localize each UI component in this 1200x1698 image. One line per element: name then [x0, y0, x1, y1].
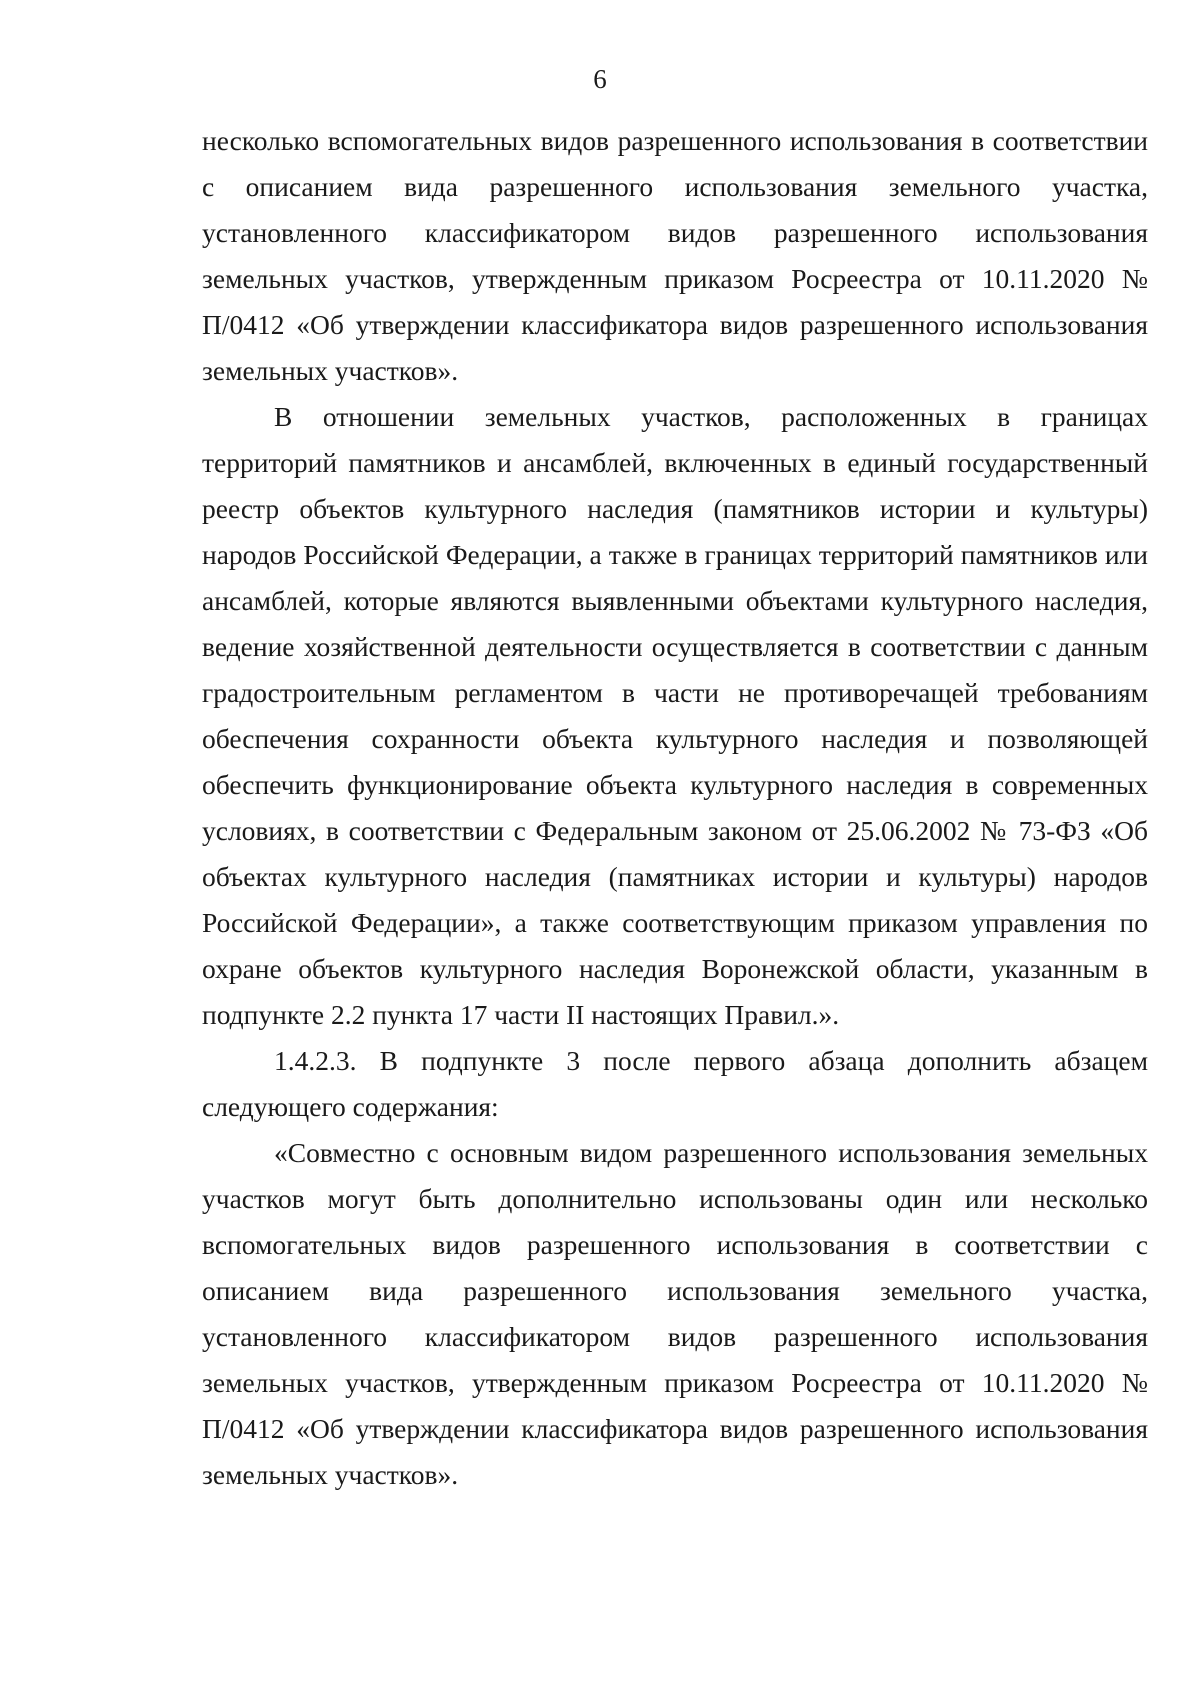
paragraph-inserted-text: «Совместно с основным видом разрешенного использования земельных участков могут быть дополнительно использованы один или несколько вспомогательных видов разрешенного использования в соответствии с описанием вида разрешенного использования земельного участка, установленного классификатором видов разрешенного использования земельных участков, утвержденным приказом Росреестра от 10.11.2020 № П/0412 «Об утверждении классификатора видов разрешенного использования земельных участков». — [202, 1137, 1148, 1490]
paragraph-continuation: несколько вспомогательных видов разрешенного использования в соответствии с описанием вида разрешенного использования земельного участка, установленного классификатором видов разрешенного использования земельных участков, утвержденным приказом Росреестра от 10.11.2020 № П/0412 «Об утверждении классификатора видов разрешенного использования земельных участков». — [202, 125, 1148, 386]
paragraph-cultural-heritage: В отношении земельных участков, расположенных в границах территорий памятников и ансамблей, включенных в единый государственный реестр объектов культурного наследия (памятников истории и культуры) народов Российской Федерации, а также в границах территорий памятников или ансамблей, которые являются выявленными объектами культурного наследия, ведение хозяйственной деятельности осуществляется в соответствии с данным градостроительным регламентом в части не противоречащей требованиям обеспечения сохранности объекта культурного наследия и позволяющей обеспечить функционирование объекта культурного наследия в современных условиях, в соответствии с Федеральным законом от 25.06.2002 № 73-ФЗ «Об объектах культурного наследия (памятниках истории и культуры) народов Российской Федерации», а также соответствующим приказом управления по охране объектов культурного наследия Воронежской области, указанным в подпункте 2.2 пункта 17 части II настоящих Правил.». — [202, 401, 1148, 1030]
paragraph-amendment-1-4-2-3: 1.4.2.3. В подпункте 3 после первого абзаца дополнить абзацем следующего содержания: — [202, 1045, 1148, 1122]
document-body — [202, 118, 1148, 1498]
page-number: 6 — [593, 64, 607, 94]
